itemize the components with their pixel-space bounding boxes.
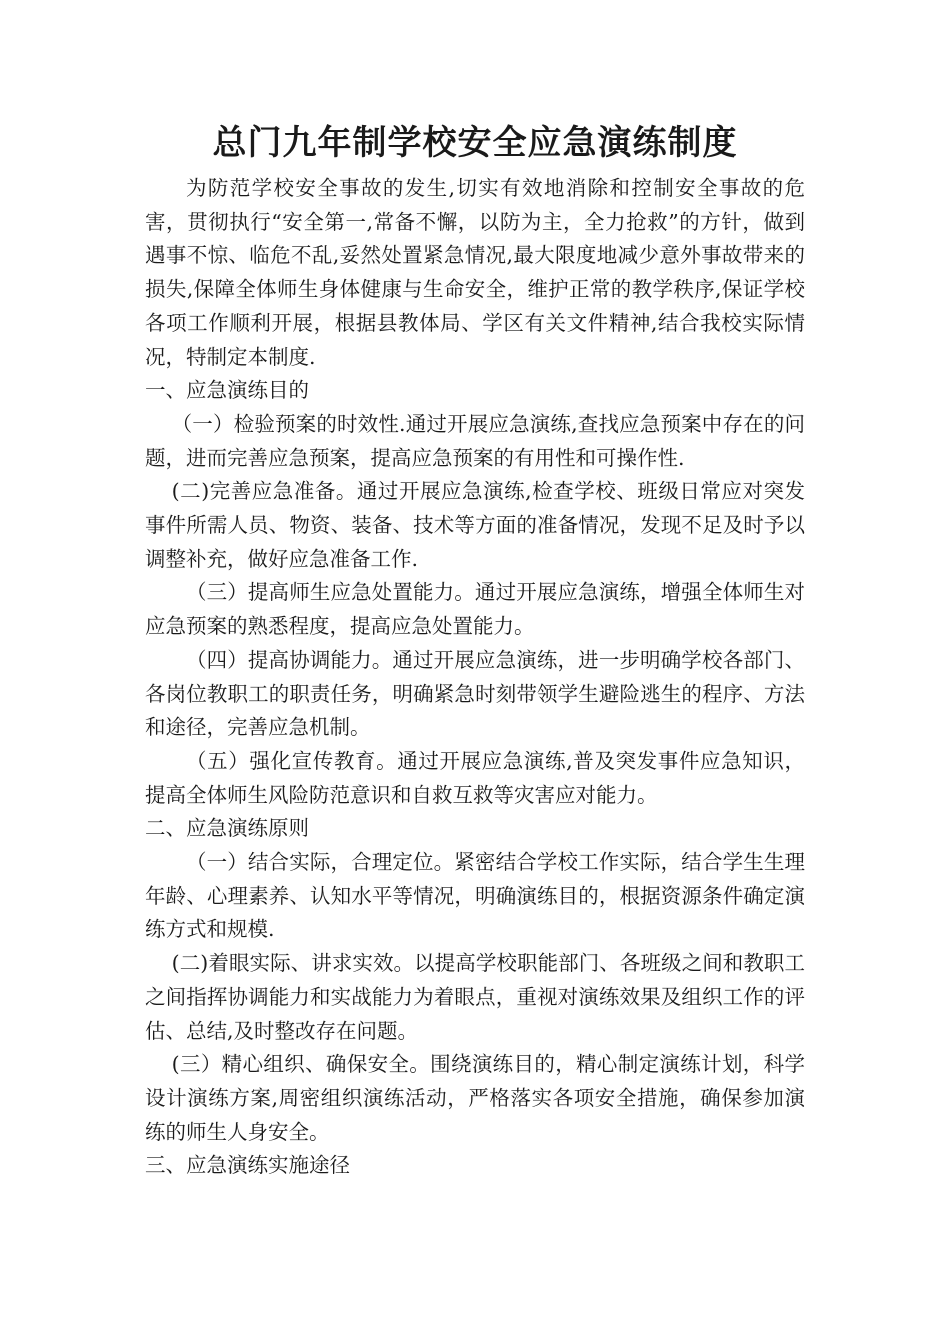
purpose-item-5: （五）强化宣传教育。通过开展应急演练,普及突发事件应急知识，提高全体师生风险防范意识和自救互救等灾害应对能力。 (145, 748, 805, 807)
purpose-item-3: （三）提高师生应急处置能力。通过开展应急演练，增强全体师生对应急预案的熟悉程度，提高应急处置能力。 (145, 580, 805, 639)
principle-item-1: （一）结合实际，合理定位。紧密结合学校工作实际，结合学生生理年龄、心理素养、认知水平等情况，明确演练目的，根据资源条件确定演练方式和规模. (145, 850, 805, 942)
document-title: 总门九年制学校安全应急演练制度 (212, 123, 738, 163)
section-heading-implementation: 三、应急演练实施途径 (145, 1153, 350, 1178)
document-body (145, 172, 805, 1183)
section-heading-principles: 二、应急演练原则 (145, 816, 309, 841)
purpose-item-4: （四）提高协调能力。通过开展应急演练，进一步明确学校各部门、各岗位教职工的职责任务，明确紧急时刻带领学生避险逃生的程序、方法和途径，完善应急机制。 (145, 647, 805, 740)
purpose-item-1: （一）检验预案的时效性.通过开展应急演练,查找应急预案中存在的问题，进而完善应急预案，提高应急预案的有用性和可操作性. (145, 411, 805, 470)
purpose-item-2: (二)完善应急准备。通过开展应急演练,检查学校、班级日常应对突发事件所需人员、物资、装备、技术等方面的准备情况，发现不足及时予以调整补充，做好应急准备工作. (145, 479, 805, 571)
section-heading-purpose: 一、应急演练目的 (145, 378, 309, 403)
principle-item-3: (三）精心组织、确保安全。围绕演练目的，精心制定演练计划，科学设计演练方案,周密组织演练活动，严格落实各项安全措施，确保参加演练的师生人身安全。 (145, 1052, 805, 1144)
intro-paragraph: 为防范学校安全事故的发生,切实有效地消除和控制安全事故的危害，贯彻执行“安全第一,常备不懈，以防为主，全力抢救”的方针，做到遇事不惊、临危不乱,妥然处置紧急情况,最大限度地减少意外事故带来的损失,保障全体师生身体健康与生命安全，维护正常的教学秩序,保证学校各项工作顺利开展，根据县教体局、学区有关文件精神,结合我校实际情况，特制定本制度. (145, 176, 805, 369)
principle-item-2: (二)着眼实际、讲求实效。以提高学校职能部门、各班级之间和教职工之间指挥协调能力和实战能力为着眼点，重视对演练效果及组织工作的评估、总结,及时整改存在问题。 (145, 951, 805, 1043)
